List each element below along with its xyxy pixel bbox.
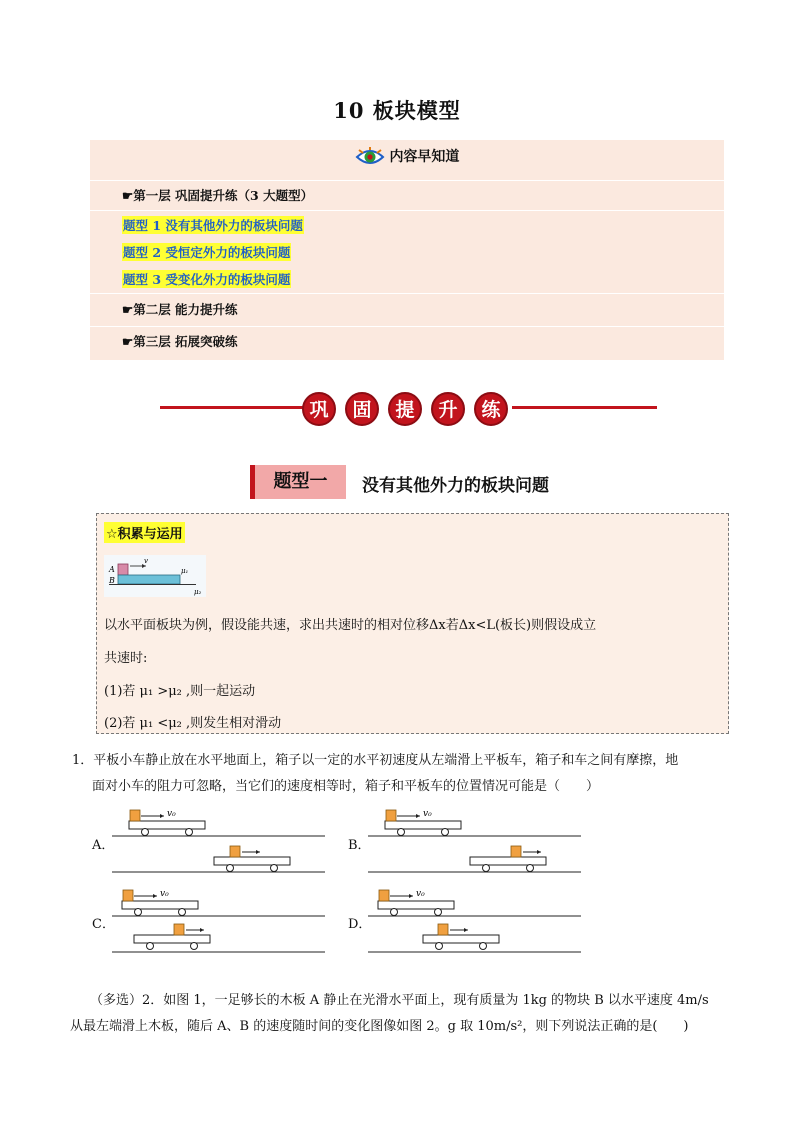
- info-line-4: (2)若 μ₁ <μ₂ ,则发生相对滑动: [104, 716, 282, 731]
- toc-level3: ☛第三层 拓展突破练: [122, 334, 238, 349]
- block-a: [118, 564, 128, 575]
- q2-line-2: 从最左端滑上木板，随后 A、B 的速度随时间的变化图像如图 2。g 取 10m/s²，则下列说法正确的是( ): [70, 1019, 689, 1034]
- banner-char: 升: [431, 392, 465, 426]
- bottom-cart: [423, 924, 499, 950]
- v0-label: v₀: [423, 809, 432, 819]
- board-block-diagram: [104, 555, 206, 597]
- label-v: v: [144, 557, 148, 565]
- toc-header-text: 内容早知道: [389, 149, 460, 165]
- label-mu2: μ₂: [194, 588, 202, 596]
- toc-level2: ☛第二层 能力提升练: [122, 302, 238, 317]
- option-a-label: A．: [92, 838, 115, 853]
- banner-char: 固: [345, 392, 379, 426]
- toc-box: [90, 140, 724, 360]
- q1-line-2: 面对小车的阻力可忽略，当它们的速度相等时，箱子和平板车的位置情况可能是（ ）: [92, 779, 600, 794]
- top-cart: [129, 809, 205, 836]
- section-title: 没有其他外力的板块问题: [362, 476, 549, 496]
- toc-divider: [90, 326, 724, 327]
- v0-label: v₀: [416, 889, 425, 899]
- document-title: 10 板块模型: [333, 98, 461, 123]
- banner-char: 练: [474, 392, 508, 426]
- banner-char: 巩: [302, 392, 336, 426]
- toc-header: [90, 146, 724, 168]
- option-b-label: B．: [348, 838, 371, 853]
- toc-type-1: 题型 1 没有其他外力的板块问题: [123, 218, 303, 233]
- label-a: A: [109, 565, 115, 574]
- bottom-cart: [134, 924, 210, 950]
- board-b: [118, 575, 180, 584]
- toc-type-2: 题型 2 受恒定外力的板块问题: [123, 245, 291, 260]
- info-header: [104, 522, 185, 543]
- q1-line-1: 1．平板小车静止放在水平地面上，箱子以一定的水平初速度从左端滑上平板车，箱子和车之间有摩擦，地: [72, 753, 679, 768]
- banner-line-left: [160, 406, 305, 409]
- toc-divider: [90, 293, 724, 294]
- info-header-text: 积累与运用: [117, 527, 183, 542]
- eye-icon: [355, 146, 385, 168]
- star-icon: ☆: [106, 527, 118, 542]
- banner-char: 提: [388, 392, 422, 426]
- option-b-diagram: [368, 804, 583, 880]
- toc-divider: [90, 210, 724, 211]
- section-tag: 题型一: [250, 465, 346, 499]
- toc-type-3: 题型 3 受变化外力的板块问题: [123, 272, 291, 287]
- toc-level1: ☛第一层 巩固提升练（3 大题型）: [122, 188, 314, 203]
- info-line-1: 以水平面板块为例，假设能共速，求出共速时的相对位移Δx若Δx<L(板长)则假设成立: [104, 618, 597, 633]
- top-cart: [378, 889, 454, 916]
- bottom-cart: [470, 846, 546, 872]
- option-d-label: D．: [348, 917, 372, 932]
- option-c-label: C．: [92, 917, 115, 932]
- info-line-2: 共速时:: [104, 651, 148, 666]
- toc-divider: [90, 180, 724, 181]
- v0-label: v₀: [160, 889, 169, 899]
- v0-label: v₀: [167, 809, 176, 819]
- top-cart: [122, 889, 198, 916]
- info-line-3: (1)若 μ₁ >μ₂ ,则一起运动: [104, 684, 256, 699]
- label-mu1: μ₁: [181, 567, 189, 575]
- top-cart: [385, 809, 461, 836]
- q2-line-1: （多选）2．如图 1，一足够长的木板 A 静止在光滑水平面上，现有质量为 1kg 的物块 B 以水平速度 4m/s: [90, 993, 709, 1008]
- label-b: B: [109, 576, 115, 585]
- option-d-diagram: [368, 882, 583, 958]
- bottom-cart: [214, 846, 290, 872]
- banner-line-right: [512, 406, 657, 409]
- option-c-diagram: [112, 882, 327, 958]
- option-a-diagram: [112, 804, 327, 880]
